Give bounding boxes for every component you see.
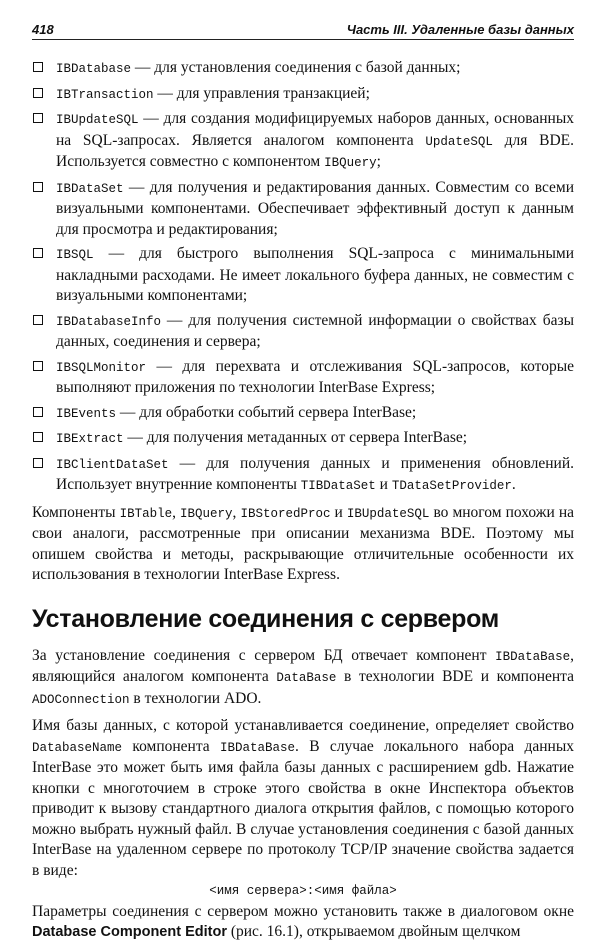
code-run: IBDataBase: [220, 740, 296, 755]
component-list: [32, 58, 574, 497]
component-desc: ;: [376, 153, 381, 170]
running-title: Часть III. Удаленные базы данных: [346, 22, 574, 37]
component-name: IBDataSet: [56, 181, 124, 196]
code-run: IBQuery: [180, 506, 233, 521]
checkbox-bullet-icon: [33, 432, 43, 442]
code-run: IBStoredProc: [240, 506, 331, 521]
list-item: [32, 357, 574, 399]
list-item: [32, 454, 574, 497]
text-run: в технологии BDE и компонента: [336, 668, 574, 685]
component-ref: UpdateSQL: [425, 134, 493, 149]
code-run: IBUpdateSQL: [346, 506, 430, 521]
section-heading: Установление соединения с сервером: [32, 604, 499, 633]
component-desc: — для получения и редактирования данных. Совместим со всеми визуальными компонентами. Обеспечивает эффективный доступ к данным для просмотра и редактирования;: [56, 178, 574, 238]
list-item: [32, 403, 574, 425]
component-ref: TDataSetProvider: [391, 479, 512, 493]
paragraph-database-name: [32, 716, 574, 881]
component-desc: — для быстрого выполнения SQL-запроса с минимальными накладными расходами. Не имеет локального буфера данных, не совместим с визуальными компонентами;: [56, 245, 574, 304]
page-header: [32, 20, 574, 42]
list-item: [32, 244, 574, 307]
component-name: IBClientDataSet: [56, 457, 169, 472]
text-run: Параметры соединения с сервером можно установить также в диалоговом окне: [32, 902, 574, 920]
component-ref: IBQuery: [324, 156, 377, 170]
component-name: IBTransaction: [56, 87, 154, 102]
list-item: [32, 84, 574, 106]
dialog-name: Database Component Editor: [32, 924, 227, 940]
list-item: [32, 109, 574, 174]
list-item: [32, 428, 574, 450]
component-name: IBDatabaseInfo: [56, 314, 162, 329]
code-example: <имя сервера>:<имя файла>: [209, 884, 397, 898]
component-name: IBUpdateSQL: [56, 113, 139, 127]
checkbox-bullet-icon: [33, 88, 43, 98]
component-name: IBEvents: [56, 406, 117, 421]
paragraph-dialog: [32, 902, 574, 943]
text-run: . В случае локального набора данных InterBase это может быть имя файла базы данных с расширением gdb. Нажатие кнопки с многоточием в строке этого свойства в окне Инспектора объектов приводит к вызову стандартного диалога открытия файлов, с помощью которого можно выбрать нужный файл. В случае установления соединения с базой данных InterBase на удаленном сервере по протоколу TCP/IP значение свойства задается в виде:: [32, 737, 574, 879]
component-desc: — для получения данных и применения обновлений. Использует внутренние компоненты: [56, 454, 574, 493]
text-run: в технологии ADO.: [129, 689, 262, 707]
text-run: ,: [172, 503, 181, 521]
list-item: [32, 178, 574, 241]
component-name: IBExtract: [56, 432, 124, 446]
code-run: IBTable: [119, 506, 173, 521]
page-content: [32, 58, 574, 943]
code-run: DatabaseName: [32, 740, 123, 755]
component-desc: для BDE. Используется совместно с компонентом: [56, 131, 574, 170]
header-rule: [32, 39, 574, 40]
text-run: (рис. 16.1), открываемом двойным щелчком: [226, 923, 521, 940]
code-run: DataBase: [276, 671, 337, 685]
paragraph-connection: [32, 646, 574, 711]
component-name: IBSQL: [56, 248, 94, 262]
code-run: IBDataBase: [495, 649, 571, 664]
checkbox-bullet-icon: [33, 315, 43, 325]
checkbox-bullet-icon: [33, 113, 43, 123]
text-run: Компоненты: [32, 503, 120, 521]
component-name: IBDatabase: [56, 62, 132, 76]
component-desc: .: [511, 476, 516, 493]
text-run: Имя базы данных, с которой устанавливается соединение, определяет свойство: [32, 717, 574, 734]
checkbox-bullet-icon: [33, 407, 43, 417]
text-run: компонента: [122, 737, 220, 755]
component-desc: — для перехвата и отслеживания SQL-запросов, которые выполняют приложения по технологии InterBase Express;: [56, 357, 574, 396]
component-desc: — для создания модифицируемых наборов данных, основанных на SQL-запросах. Является аналогом компонента: [56, 110, 574, 149]
text-run: За установление соединения с сервером БД отвечает компонент: [32, 646, 496, 664]
component-desc: и: [375, 476, 392, 493]
component-desc: — для обработки событий сервера InterBase;: [116, 403, 417, 421]
component-desc: — для получения системной информации о свойствах базы данных, соединения и сервера;: [56, 311, 574, 350]
list-item: [32, 311, 574, 353]
checkbox-bullet-icon: [33, 458, 43, 468]
component-desc: — для получения метаданных от сервера InterBase;: [123, 429, 468, 446]
list-item: [32, 58, 574, 80]
component-desc: — для управления транзакцией;: [153, 84, 370, 102]
checkbox-bullet-icon: [33, 361, 43, 371]
text-run: и: [330, 503, 347, 521]
text-run: , являющийся аналогом компонента: [32, 646, 574, 685]
code-run: ADOConnection: [32, 692, 130, 707]
text-run: во многом похожи на свои аналоги, рассмотренные при описании механизма BDE. Поэтому мы опишем свойства и методы, раскрывающие отличительные особенности их использования в технологии InterBase Express.: [32, 503, 574, 583]
checkbox-bullet-icon: [33, 62, 43, 72]
component-name: IBSQLMonitor: [56, 360, 147, 375]
checkbox-bullet-icon: [33, 182, 43, 192]
paragraph-analogs: [32, 503, 574, 586]
checkbox-bullet-icon: [33, 248, 43, 258]
text-run: ,: [232, 503, 241, 521]
page-number: 418: [32, 22, 54, 37]
component-ref: TIBDataSet: [300, 479, 376, 493]
component-desc: — для установления соединения с базой данных;: [131, 59, 461, 76]
